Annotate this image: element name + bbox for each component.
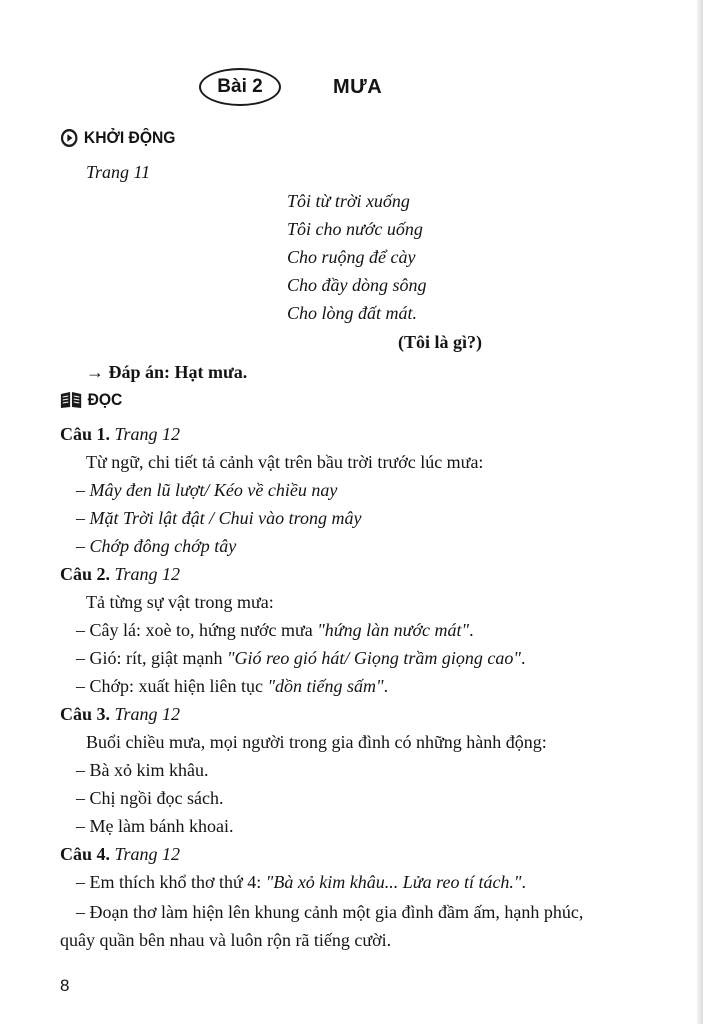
question-3-line: Buổi chiều mưa, mọi người trong gia đình có những hành động: <box>86 732 547 752</box>
question-3-heading <box>60 703 180 725</box>
question-1-line: Từ ngữ, chi tiết tả cảnh vật trên bầu trời trước lúc mưa: <box>86 452 484 472</box>
lesson-number-label: Bài 2 <box>217 76 263 97</box>
poem-line: Tôi từ trời xuống <box>287 191 410 211</box>
question-1-heading <box>60 423 180 445</box>
reading-heading <box>60 390 122 410</box>
question-2-item: – Chớp: xuất hiện liên tục "dồn tiếng sấm". <box>76 676 389 696</box>
scan-edge <box>697 0 703 1024</box>
warmup-heading <box>60 128 175 148</box>
poem-line: Cho ruộng để cày <box>287 247 416 267</box>
lesson-title: MƯA <box>333 76 383 98</box>
warmup-heading-text: KHỞI ĐỘNG <box>83 128 176 147</box>
question-4-line: – Đoạn thơ làm hiện lên khung cảnh một gia đình đầm ấm, hạnh phúc, <box>76 902 584 922</box>
question-label: Câu 4. <box>60 844 111 864</box>
lesson-number-badge <box>199 68 281 106</box>
play-circle-icon <box>60 128 78 148</box>
poem-line: Tôi cho nước uống <box>287 219 423 239</box>
poem-line: Cho lòng đất mát. <box>287 303 418 323</box>
question-1-line: – Chớp đông chớp tây <box>76 536 237 556</box>
question-4-line: quây quần bên nhau và luôn rộn rã tiếng cười. <box>60 930 392 950</box>
question-page-ref: Trang 12 <box>114 844 181 864</box>
question-2-intro: Tả từng sự vật trong mưa: <box>86 592 274 612</box>
question-label: Câu 3. <box>60 704 111 724</box>
question-2-heading <box>60 563 180 585</box>
riddle-question: (Tôi là gì?) <box>398 332 482 352</box>
poem-line: Cho đầy dòng sông <box>287 275 427 295</box>
question-label: Câu 1. <box>60 424 111 444</box>
question-1-line: – Mây đen lũ lượt/ Kéo về chiều nay <box>76 480 338 500</box>
question-3-line: – Bà xỏ kim khâu. <box>76 760 209 780</box>
question-page-ref: Trang 12 <box>114 704 181 724</box>
question-2-item: – Gió: rít, giật mạnh "Gió reo gió hát/ Giọng trầm giọng cao". <box>76 648 526 668</box>
question-4-line: – Em thích khổ thơ thứ 4: "Bà xỏ kim khâu... Lửa reo tí tách.". <box>76 872 526 892</box>
riddle-answer: → Đáp án: Hạt mưa. <box>86 362 248 382</box>
question-label: Câu 2. <box>60 564 111 584</box>
question-2-item: – Cây lá: xoè to, hứng nước mưa "hứng làn nước mát". <box>76 620 474 640</box>
question-3-line: – Mẹ làm bánh khoai. <box>76 816 234 836</box>
open-book-icon <box>60 391 82 409</box>
page-number: 8 <box>60 976 70 995</box>
question-1-line: – Mặt Trời lật đật / Chui vào trong mây <box>76 508 362 528</box>
question-page-ref: Trang 12 <box>114 424 181 444</box>
question-4-heading <box>60 843 180 865</box>
question-page-ref: Trang 12 <box>114 564 181 584</box>
reading-heading-text: ĐỌC <box>87 390 123 409</box>
question-3-line: – Chị ngồi đọc sách. <box>76 788 224 808</box>
warmup-page-ref: Trang 11 <box>86 162 151 182</box>
